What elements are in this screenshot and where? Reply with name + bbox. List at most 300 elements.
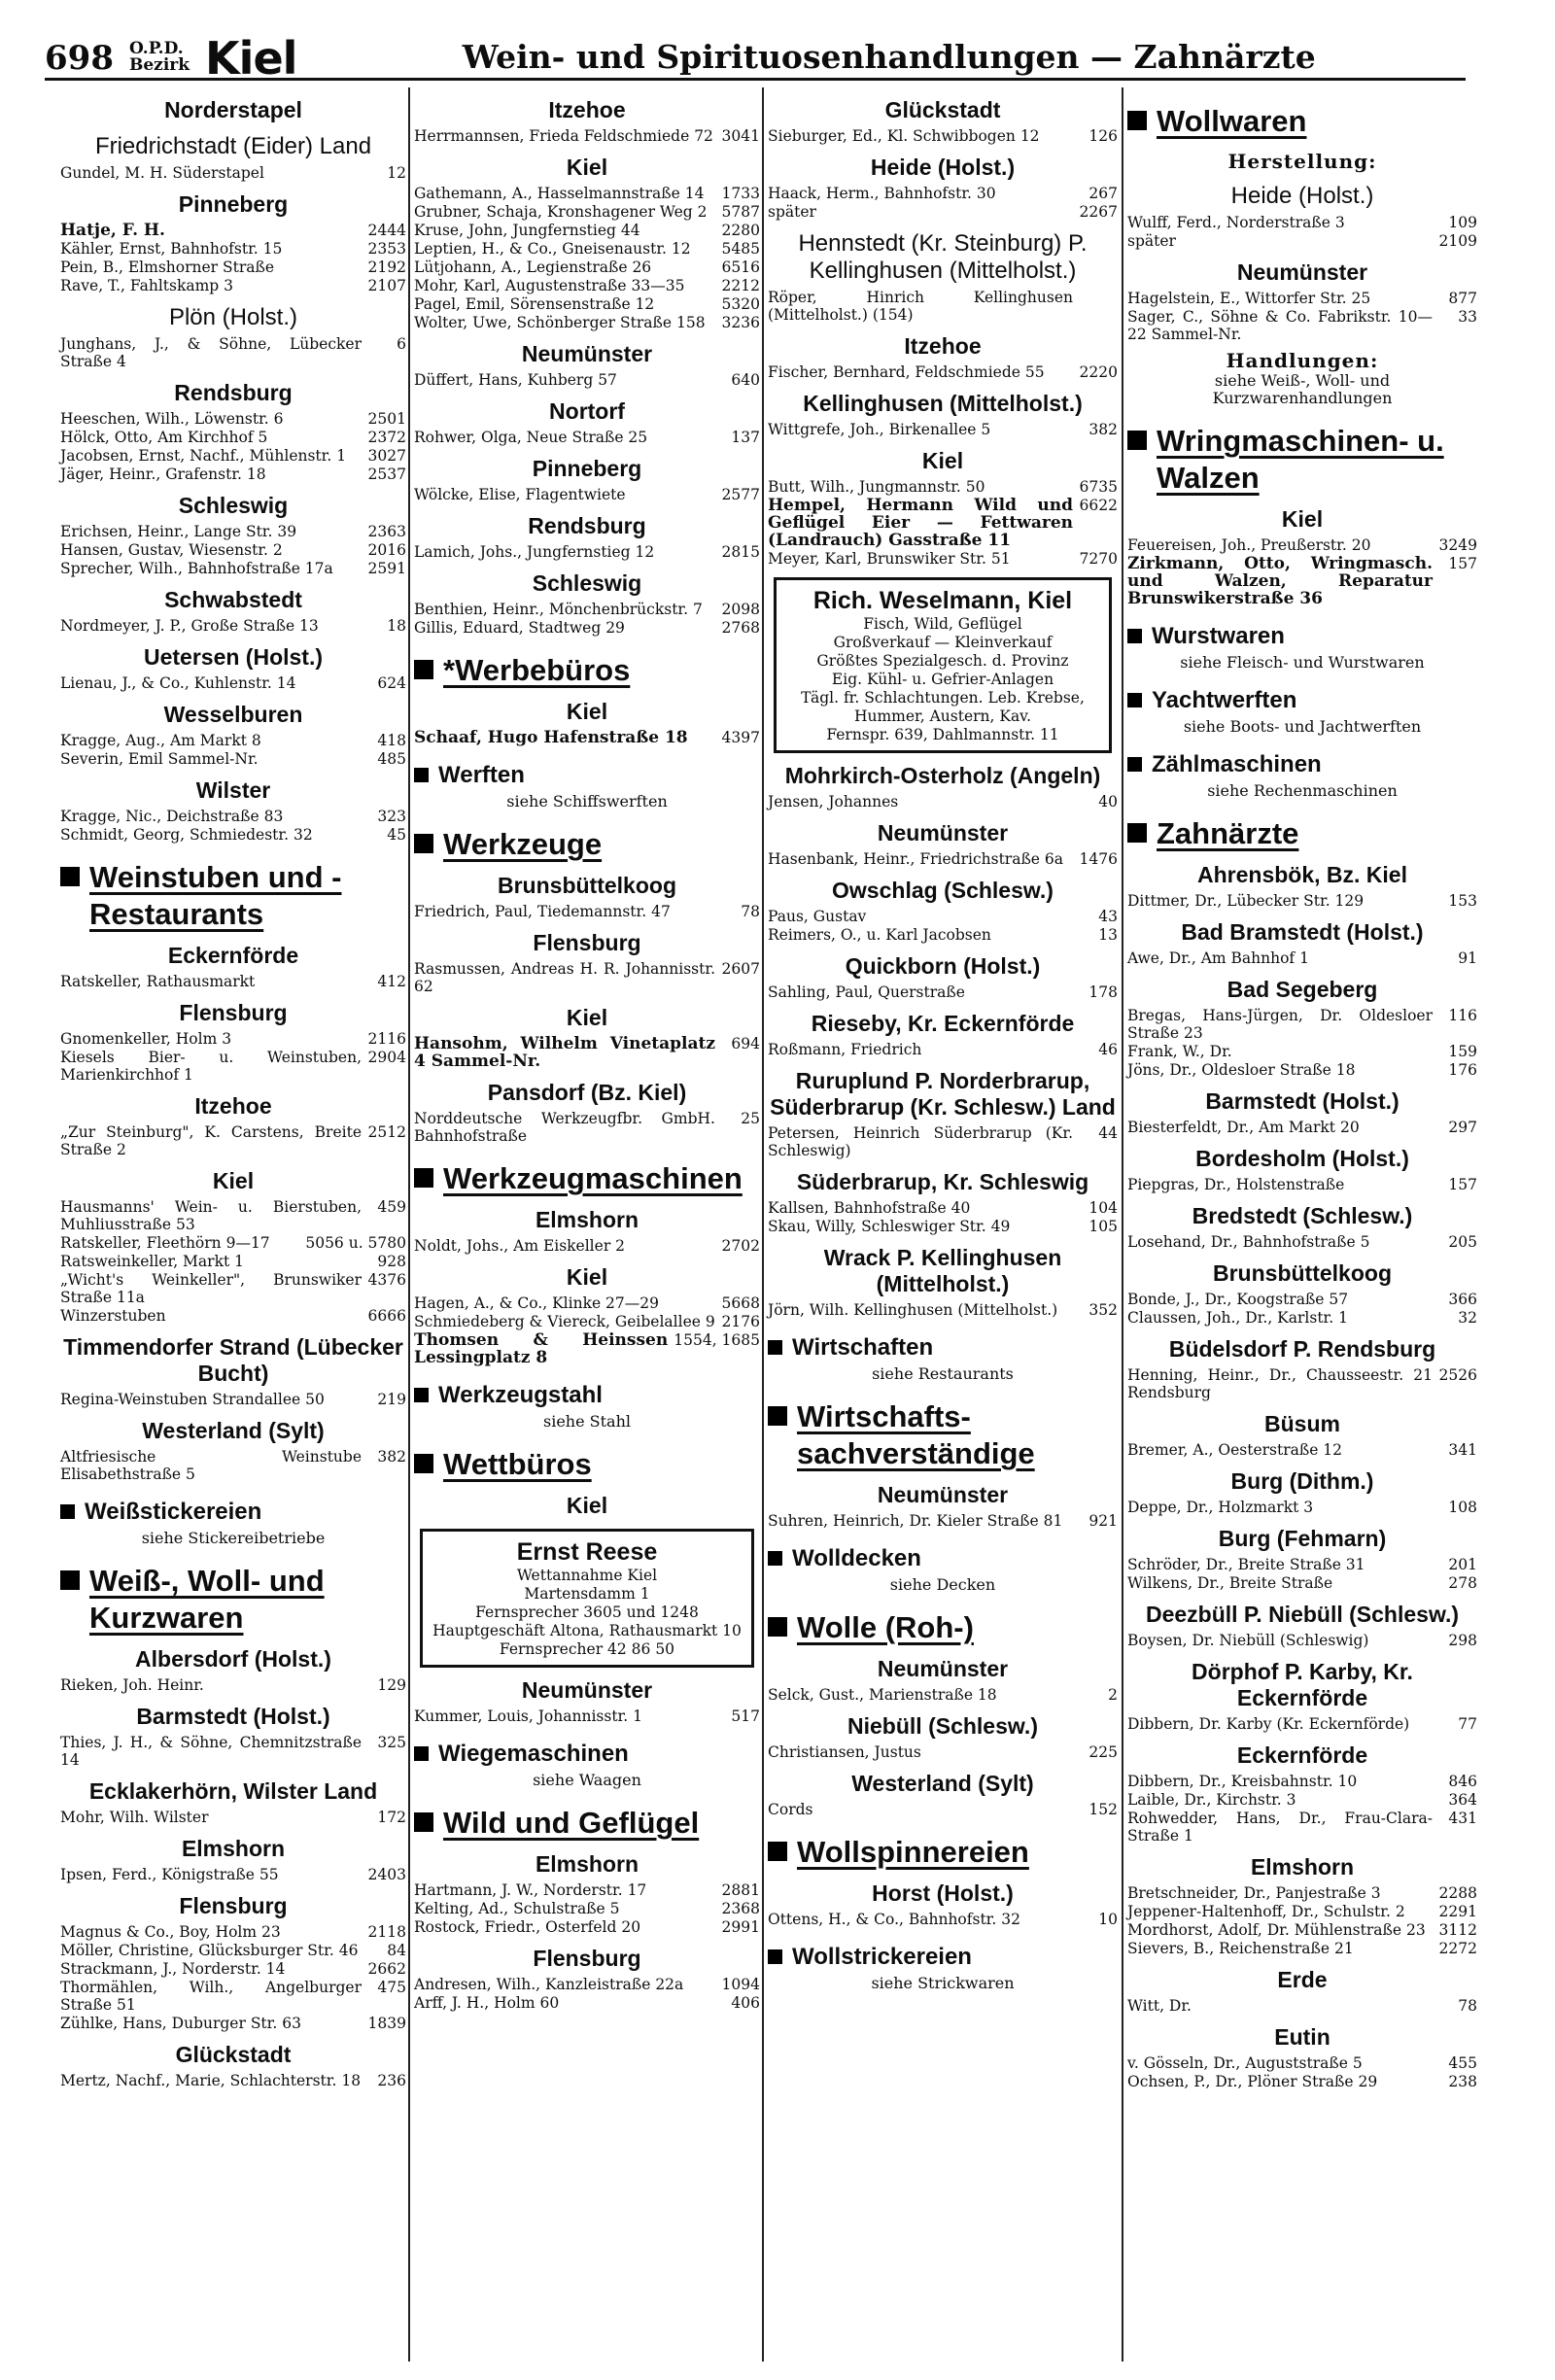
entry-name: Gnomenkeller, Holm 3	[60, 1030, 232, 1048]
phone-number: 2537	[367, 466, 406, 483]
phone-number: 2280	[721, 222, 760, 239]
directory-entry	[60, 1734, 406, 1769]
phone-number: 2272	[1438, 1940, 1477, 1957]
section-title: Zählmaschinen	[1152, 751, 1322, 777]
advertisement-box	[774, 577, 1112, 753]
entry-name: Fischer, Bernhard, Feldschmiede 55	[768, 363, 1045, 381]
entry-name: Claussen, Joh., Dr., Karlstr. 1	[1127, 1309, 1348, 1327]
phone-number: 2107	[367, 277, 406, 294]
phone-number: 3249	[1438, 536, 1477, 554]
entry-name: Sager, C., Söhne & Co. Fabrikstr. 10—22 Sammel-Nr.	[1127, 308, 1433, 343]
phone-number: 3027	[367, 447, 406, 465]
entry-name: Laible, Dr., Kirchstr. 3	[1127, 1791, 1296, 1809]
directory-entry	[768, 1124, 1118, 1159]
entry-name: Hartmann, J. W., Norderstr. 17	[414, 1881, 647, 1899]
phone-number: 406	[731, 1994, 760, 2012]
directory-entry	[60, 1049, 406, 1084]
directory-entry	[60, 335, 406, 370]
entry-name: Grubner, Schaja, Kronshagener Weg 2	[414, 203, 708, 221]
directory-entry	[60, 1979, 406, 2014]
directory-entry	[414, 729, 760, 746]
entry-name: Hausmanns' Wein- u. Bierstuben, Muhliusstraße 53	[60, 1198, 362, 1233]
phone-number: 877	[1448, 290, 1477, 307]
directory-entry	[414, 1313, 760, 1330]
place-heading: Rendsburg	[528, 513, 646, 538]
directory-entry	[60, 1676, 406, 1694]
place-heading: Bredstedt (Schlesw.)	[1192, 1203, 1413, 1228]
entry-name: Jäger, Heinr., Grafenstr. 18	[60, 466, 266, 483]
place-heading: Eckernförde	[167, 943, 299, 968]
subheading: Herstellung:	[1227, 150, 1377, 173]
entry-name: Mohr, Karl, Augustenstraße 33—35	[414, 277, 685, 294]
phone-number: 12	[387, 164, 406, 182]
directory-entry	[60, 410, 406, 428]
section-title: Wirtschafts-sachverständige	[797, 1399, 1035, 1470]
place-heading: Erde	[1277, 1967, 1328, 1992]
phone-number: 32	[1458, 1309, 1477, 1327]
phone-number: 1094	[721, 1976, 760, 1993]
phone-number: 5668	[721, 1294, 760, 1312]
phone-number: 352	[1088, 1301, 1118, 1319]
place-heading: Deezbüll P. Niebüll (Schlesw.)	[1145, 1602, 1460, 1627]
entry-name: Rave, T., Fahltskamp 3	[60, 277, 234, 294]
advertisement-line: Hauptgeschäft Altona, Rathausmarkt 10 Fernsprecher 42 86 50	[432, 1622, 742, 1658]
phone-number: 238	[1448, 2073, 1477, 2090]
entry-name: Selck, Gust., Marienstraße 18	[768, 1686, 997, 1704]
entry-name: Hagelstein, E., Wittorfer Str. 25	[1127, 290, 1371, 307]
phone-number: 91	[1458, 949, 1477, 967]
entry-name: Leptien, H., & Co., Gneisenaustr. 12	[414, 240, 691, 258]
entry-name: Rostock, Friedr., Osterfeld 20	[414, 1918, 641, 1936]
place-heading: Flensburg	[179, 1000, 288, 1025]
entry-name: Henning, Heinr., Dr., Chausseestr. 21 Rendsburg	[1127, 1366, 1433, 1401]
place-heading: Kiel	[566, 155, 608, 180]
bezirk-label: Bezirk	[128, 55, 190, 75]
section-heading	[414, 1382, 760, 1409]
advertisement-line: Fernsprecher 3605 und 1248	[475, 1604, 699, 1621]
page-title: Wein- und Spirituosenhandlungen — Zahnärzte	[462, 38, 1316, 76]
directory-entry	[1127, 1176, 1477, 1193]
phone-number: 323	[377, 808, 406, 825]
entry-name: Dibbern, Dr. Karby (Kr. Eckernförde)	[1127, 1715, 1410, 1733]
place-heading: Bordesholm (Holst.)	[1195, 1146, 1409, 1171]
phone-number: 13	[1098, 926, 1118, 944]
place-heading: Kiel	[566, 1005, 608, 1030]
entry-name: Jörn, Wilh. Kellinghusen (Mittelholst.)	[768, 1301, 1058, 1319]
section-bullet-icon	[768, 1406, 787, 1426]
cross-reference: siehe Strickwaren	[871, 1974, 1015, 1992]
phone-number: 25	[741, 1110, 760, 1127]
phone-number: 44	[1098, 1124, 1118, 1142]
phone-number: 2501	[367, 410, 406, 428]
directory-entry	[1127, 1556, 1477, 1573]
advertisement-line: Eig. Kühl- u. Gefrier-Anlagen	[831, 671, 1054, 688]
directory-entry	[1127, 1715, 1477, 1733]
entry-name: Altfriesische Weinstube Elisabethstraße 5	[60, 1448, 362, 1483]
entry-name: Losehand, Dr., Bahnhofstraße 5	[1127, 1233, 1370, 1251]
place-heading: Itzehoe	[904, 333, 982, 359]
section-bullet-icon	[60, 867, 80, 886]
section-heading	[414, 1446, 760, 1483]
entry-name: später	[1127, 232, 1176, 250]
advertisement-line: Großverkauf — Kleinverkauf	[833, 634, 1053, 651]
directory-entry	[60, 2072, 406, 2089]
entry-name: Kähler, Ernst, Bahnhofstr. 15	[60, 240, 283, 258]
cross-reference: siehe Stickereibetriebe	[141, 1529, 326, 1547]
directory-entry	[60, 466, 406, 483]
directory-entry	[414, 371, 760, 389]
phone-number: 84	[387, 1942, 406, 1959]
cross-reference: siehe Decken	[889, 1575, 996, 1594]
directory-entry	[414, 277, 760, 294]
entry-name: Dittmer, Dr., Lübecker Str. 129	[1127, 892, 1365, 910]
directory-entry	[1127, 1921, 1477, 1939]
phone-number: 5787	[721, 203, 760, 221]
directory-entry	[1127, 1291, 1477, 1308]
directory-entry	[60, 617, 406, 635]
directory-entry	[414, 1881, 760, 1899]
entry-name: Zühlke, Hans, Duburger Str. 63	[60, 2015, 301, 2032]
section-bullet-icon	[414, 1168, 433, 1188]
phone-number: 236	[377, 2072, 406, 2089]
place-heading: Eutin	[1274, 2024, 1330, 2050]
place-heading: Dörphof P. Karby, Kr. Eckernförde	[1192, 1659, 1413, 1710]
place-heading: Burg (Fehmarn)	[1218, 1526, 1387, 1551]
directory-entry	[414, 1707, 760, 1725]
phone-number: 2291	[1438, 1903, 1477, 1920]
section-title: *Werbebüros	[443, 653, 631, 687]
section-bullet-icon	[414, 660, 433, 679]
phone-number: 205	[1448, 1233, 1477, 1251]
phone-number: 298	[1448, 1632, 1477, 1649]
entry-name: v. Gösseln, Dr., Auguststraße 5	[1127, 2054, 1363, 2072]
directory-entry	[414, 1294, 760, 1312]
directory-entry	[768, 1218, 1118, 1235]
directory-entry	[414, 185, 760, 202]
place-heading: Neumünster	[877, 1656, 1009, 1681]
entry-name: Jensen, Johannes	[768, 793, 899, 811]
entry-name: Möller, Christine, Glücksburger Str. 46	[60, 1942, 359, 1959]
directory-entry	[60, 973, 406, 990]
directory-entry	[768, 203, 1118, 221]
section-title: Weiß-, Woll- und Kurzwaren	[89, 1564, 325, 1635]
directory-entry	[60, 277, 406, 294]
advertisement-box	[420, 1529, 754, 1668]
phone-number: 1733	[721, 185, 760, 202]
phone-number: 2768	[721, 619, 760, 637]
section-heading	[768, 1545, 1118, 1572]
advertisement-line: Fisch, Wild, Geflügel	[863, 615, 1022, 633]
phone-number: 43	[1098, 908, 1118, 925]
phone-number: 1476	[1079, 850, 1118, 868]
section-bullet-icon	[1127, 431, 1147, 450]
entry-name: Friedrich, Paul, Tiedemannstr. 47	[414, 903, 671, 920]
entry-name: Kiesels Bier- u. Weinstuben, Marienkirchhof 1	[60, 1049, 362, 1084]
phone-number: 104	[1088, 1199, 1118, 1217]
directory-entry	[414, 429, 760, 446]
place-heading: Elmshorn	[535, 1207, 639, 1232]
directory-entry	[768, 1041, 1118, 1058]
phone-number: 2403	[367, 1866, 406, 1883]
directory-entry	[60, 1942, 406, 1959]
entry-name: Nordmeyer, J. P., Große Straße 13	[60, 617, 319, 635]
directory-entry	[768, 1512, 1118, 1530]
directory-entry	[60, 1234, 406, 1252]
section-heading	[768, 1334, 1118, 1362]
directory-entry	[768, 850, 1118, 868]
entry-name: Hasenbank, Heinr., Friedrichstraße 6a	[768, 850, 1064, 868]
section-heading	[414, 1160, 760, 1197]
place-heading: Büdelsdorf P. Rendsburg	[1168, 1336, 1436, 1362]
entry-name: Meyer, Karl, Brunswiker Str. 51	[768, 550, 1011, 568]
entry-name: Boysen, Dr. Niebüll (Schleswig)	[1127, 1632, 1369, 1649]
section-bullet-icon	[60, 1504, 75, 1519]
directory-entry	[1127, 1903, 1477, 1920]
phone-number: 152	[1088, 1801, 1118, 1818]
directory-entry	[1127, 1791, 1477, 1809]
place-heading: Kiel	[566, 1493, 608, 1518]
entry-name: Zirkmann, Otto, Wringmasch. und Walzen, Reparatur Brunswikerstraße 36	[1127, 554, 1433, 608]
directory-entry	[768, 550, 1118, 568]
phone-number: 2176	[721, 1313, 760, 1330]
entry-name: Hagen, A., & Co., Klinke 27—29	[414, 1294, 660, 1312]
page-header	[45, 32, 1466, 85]
phone-number: 159	[1448, 1043, 1477, 1060]
directory-entry	[60, 826, 406, 844]
phone-number: 325	[377, 1734, 406, 1751]
phone-number: 459	[377, 1198, 406, 1216]
directory-entry	[1127, 1233, 1477, 1251]
section-heading	[1127, 751, 1477, 778]
place-heading: Heide (Holst.)	[870, 155, 1016, 180]
place-heading: Ecklakerhörn, Wilster Land	[88, 1778, 378, 1804]
district-city: Kiel	[205, 32, 297, 85]
directory-entry	[768, 185, 1118, 202]
phone-number: 2016	[367, 541, 406, 559]
phone-number: 2109	[1438, 232, 1477, 250]
entry-name: „Zur Steinburg", K. Carstens, Breite Straße 2	[60, 1123, 362, 1158]
place-heading: Rendsburg	[174, 380, 293, 405]
advertisement-line: Größtes Spezialgesch. d. Provinz	[816, 652, 1069, 670]
place-heading: Itzehoe	[548, 97, 626, 122]
entry-name: Butt, Wilh., Jungmannstr. 50	[768, 478, 985, 496]
directory-entry	[414, 1331, 760, 1366]
phone-number: 77	[1458, 1715, 1477, 1733]
directory-entry	[60, 2015, 406, 2032]
place-heading: Kiel	[566, 699, 608, 724]
phone-number: 33	[1458, 308, 1477, 326]
phone-number: 297	[1448, 1119, 1477, 1136]
section-bullet-icon	[768, 1551, 782, 1566]
directory-entry	[60, 732, 406, 749]
directory-entry	[60, 1960, 406, 1978]
phone-number: 3236	[721, 314, 760, 331]
section-title: Wollstrickereien	[792, 1944, 972, 1970]
entry-name: Gundel, M. H. Süderstapel	[60, 164, 264, 182]
directory-entry	[60, 541, 406, 559]
directory-entry	[60, 1253, 406, 1270]
entry-name: Andresen, Wilh., Kanzleistraße 22a	[414, 1976, 684, 1993]
entry-name: Rohwedder, Hans, Dr., Frau-Clara-Straße 1	[1127, 1810, 1433, 1845]
entry-name: Kruse, John, Jungfernstieg 44	[414, 222, 640, 239]
entry-name: Schmidt, Georg, Schmiedestr. 32	[60, 826, 313, 844]
phone-number: 267	[1088, 185, 1118, 202]
phone-number: 624	[377, 674, 406, 692]
section-heading	[1127, 423, 1477, 497]
place-heading: Schleswig	[178, 493, 289, 518]
directory-entry	[1127, 1007, 1477, 1042]
place-heading: Flensburg	[533, 930, 641, 955]
directory-entry	[414, 1900, 760, 1917]
directory-entry	[414, 1237, 760, 1255]
directory-entry	[768, 983, 1118, 1001]
place-heading: Glückstadt	[175, 2042, 292, 2067]
entry-name: Ochsen, P., Dr., Plöner Straße 29	[1127, 2073, 1378, 2090]
column-1	[56, 87, 410, 2362]
phone-number: 157	[1448, 1176, 1477, 1193]
place-heading: Quickborn (Holst.)	[845, 953, 1041, 979]
entry-name: Kelting, Ad., Schulstraße 5	[414, 1900, 620, 1917]
place-heading: Neumünster	[521, 341, 653, 366]
phone-number: 2	[1108, 1686, 1118, 1704]
entry-name: Düffert, Hans, Kuhberg 57	[414, 371, 617, 389]
phone-number: 2512	[367, 1123, 406, 1141]
directory-entry	[1127, 1499, 1477, 1516]
phone-number: 2991	[721, 1918, 760, 1936]
advertisement-title: Ernst Reese	[516, 1538, 658, 1566]
section-heading	[414, 826, 760, 863]
place-heading: Friedrichstadt (Eider) Land	[94, 133, 372, 159]
place-heading: Flensburg	[179, 1893, 288, 1918]
section-heading	[60, 1499, 406, 1526]
entry-name: Kummer, Louis, Johannisstr. 1	[414, 1707, 642, 1725]
place-heading: Neumünster	[877, 1482, 1009, 1507]
section-bullet-icon	[1127, 757, 1142, 772]
cross-reference: siehe Schiffswerften	[506, 792, 668, 811]
section-heading	[1127, 687, 1477, 714]
directory-entry	[1127, 1940, 1477, 1957]
directory-entry	[414, 259, 760, 276]
directory-entry	[768, 793, 1118, 811]
phone-number: 176	[1448, 1061, 1477, 1079]
section-title: Weißstickereien	[85, 1499, 262, 1525]
phone-number: 2116	[367, 1030, 406, 1048]
phone-number: 2353	[367, 240, 406, 258]
section-heading	[1127, 623, 1477, 650]
place-heading: Nortorf	[549, 398, 625, 424]
directory-entry	[1127, 2073, 1477, 2090]
phone-number: 278	[1448, 1574, 1477, 1592]
directory-entry	[1127, 214, 1477, 231]
entry-name: Reimers, O., u. Karl Jacobsen	[768, 926, 991, 944]
phone-number: 5485	[721, 240, 760, 258]
section-title: Wild und Geflügel	[443, 1806, 700, 1840]
directory-entry	[768, 289, 1118, 324]
entry-name: Ratskeller, Rathausmarkt	[60, 973, 256, 990]
directory-entry	[414, 295, 760, 313]
directory-entry	[60, 1307, 406, 1325]
place-heading: Glückstadt	[884, 97, 1001, 122]
phone-number: 6666	[367, 1307, 406, 1325]
phone-number: 455	[1448, 2054, 1477, 2072]
place-heading: Neumünster	[521, 1677, 653, 1703]
entry-name: Lamich, Johs., Jungfernstieg 12	[414, 543, 655, 561]
place-heading: Timmendorfer Strand (Lübecker Bucht)	[63, 1334, 403, 1386]
phone-number: 2591	[367, 560, 406, 577]
directory-entry	[768, 478, 1118, 496]
entry-name: Gathemann, A., Hasselmannstraße 14	[414, 185, 705, 202]
directory-entry	[1127, 1309, 1477, 1327]
phone-number: 6622	[1079, 497, 1118, 514]
entry-name: Suhren, Heinrich, Dr. Kieler Straße 81	[768, 1512, 1063, 1530]
directory-entry	[60, 1030, 406, 1048]
directory-entry	[1127, 1061, 1477, 1079]
phone-number: 2662	[367, 1960, 406, 1978]
phone-number: 2526	[1438, 1366, 1477, 1384]
place-heading: Pansdorf (Bz. Kiel)	[487, 1080, 687, 1105]
section-title: Werften	[438, 762, 525, 788]
section-heading	[1127, 103, 1477, 140]
advertisement-line: Tägl. fr. Schlachtungen. Leb. Krebse, Hummer, Austern, Kav.	[801, 689, 1085, 725]
phone-number: 1554, 1685	[674, 1331, 760, 1349]
section-heading	[768, 1398, 1118, 1472]
directory-entry	[414, 222, 760, 239]
section-bullet-icon	[1127, 823, 1147, 843]
phone-number: 78	[1458, 1997, 1477, 2015]
phone-number: 3112	[1438, 1921, 1477, 1939]
place-heading: Westerland (Sylt)	[142, 1418, 325, 1443]
opd-label: O.P.D.	[128, 39, 184, 58]
entry-name: Witt, Dr.	[1127, 1997, 1192, 2015]
directory-entry	[60, 750, 406, 768]
entry-name: Kragge, Nic., Deichstraße 83	[60, 808, 284, 825]
cross-reference: siehe Fleisch- und Wurstwaren	[1180, 653, 1425, 672]
entry-name: Bretschneider, Dr., Panjestraße 3	[1127, 1884, 1381, 1902]
phone-number: 40	[1098, 793, 1118, 811]
place-heading: Pinneberg	[178, 191, 289, 217]
place-heading: Wesselburen	[163, 702, 303, 727]
entry-name: Schaaf, Hugo Hafenstraße 18	[414, 728, 688, 747]
phone-number: 364	[1448, 1791, 1477, 1809]
section-title: Wringmaschinen- u. Walzen	[1157, 424, 1444, 495]
directory-entry	[768, 1801, 1118, 1818]
place-heading: Eckernförde	[1236, 1742, 1368, 1768]
section-title: Werkzeugmaschinen	[443, 1161, 743, 1195]
entry-name: Haack, Herm., Bahnhofstr. 30	[768, 185, 996, 202]
phone-number: 382	[377, 1448, 406, 1466]
phone-number: 126	[1088, 127, 1118, 145]
section-heading	[1127, 815, 1477, 852]
place-heading: Wilster	[195, 777, 271, 803]
entry-name: Sahling, Paul, Querstraße	[768, 983, 965, 1001]
phone-number: 1839	[367, 2015, 406, 2032]
subheading: Handlungen:	[1226, 349, 1379, 372]
section-heading	[768, 1834, 1118, 1871]
advertisement-line: Fernspr. 639, Dahlmannstr. 11	[826, 726, 1059, 743]
cross-reference: siehe Rechenmaschinen	[1207, 781, 1398, 800]
place-heading: Wrack P. Kellinghusen (Mittelholst.)	[823, 1245, 1062, 1296]
entry-name: Bremer, A., Oesterstraße 12	[1127, 1441, 1343, 1459]
entry-name: Wulff, Ferd., Norderstraße 3	[1127, 214, 1345, 231]
place-heading: Hennstedt (Kr. Steinburg) P. Kellinghusen (Mittelholst.)	[798, 230, 1088, 284]
entry-name: Arff, J. H., Holm 60	[414, 1994, 560, 2012]
entry-name: Mertz, Nachf., Marie, Schlachterstr. 18	[60, 2072, 362, 2089]
entry-name: Regina-Weinstuben Strandallee 50	[60, 1391, 325, 1408]
place-heading: Itzehoe	[194, 1093, 272, 1119]
section-heading	[414, 1805, 760, 1842]
directory-entry	[1127, 1810, 1477, 1845]
entry-name: Pein, B., Elmshorner Straße	[60, 259, 275, 276]
